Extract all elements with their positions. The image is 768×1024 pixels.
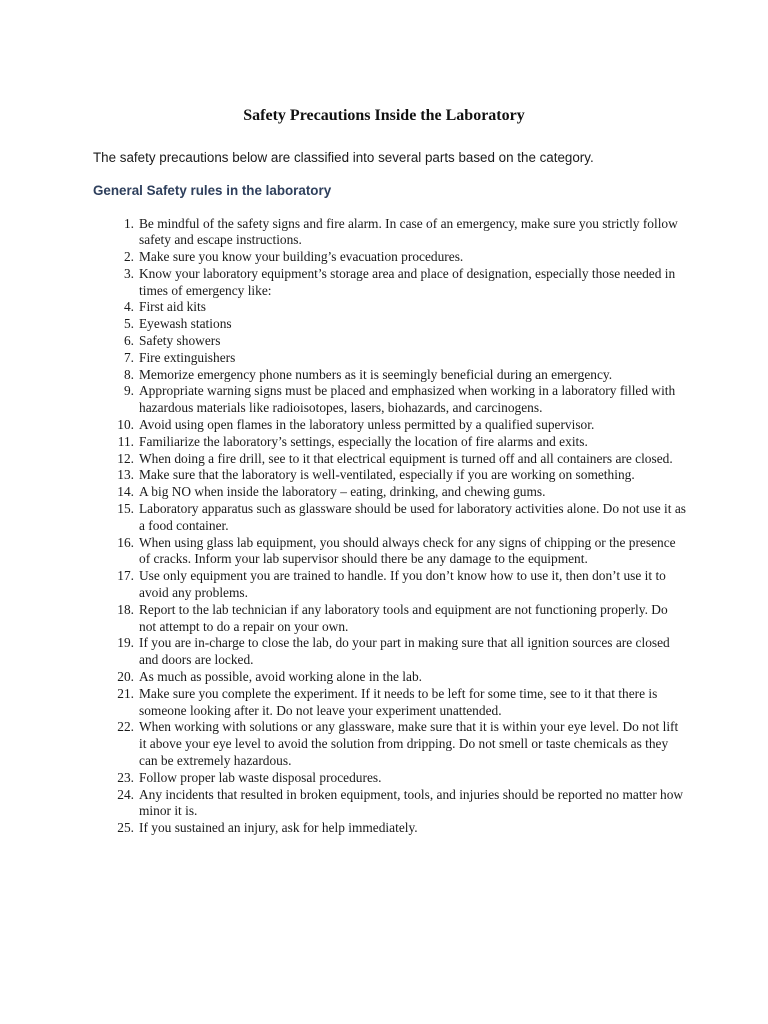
list-item xyxy=(108,249,688,266)
list-item-number: 18. xyxy=(117,601,134,617)
list-item xyxy=(108,484,688,501)
list-item-text: Make sure you complete the experiment. If it needs to be left for some time, see to it that there is someone looking after it. Do not leave your experiment unattended. xyxy=(139,685,658,718)
list-item-number: 2. xyxy=(123,249,134,265)
list-item-text: Use only equipment you are trained to handle. If you don’t know how to use it, then don’t use it to avoid any problems. xyxy=(139,568,666,601)
list-item xyxy=(108,501,688,535)
list-item-number: 4. xyxy=(123,299,134,315)
list-item xyxy=(108,316,688,333)
list-item-number: 3. xyxy=(123,265,134,281)
list-item-text: If you sustained an injury, ask for help immediately. xyxy=(139,820,418,836)
list-item-text: Make sure you know your building’s evacuation procedures. xyxy=(139,249,464,265)
list-item xyxy=(108,333,688,350)
list-item-number: 14. xyxy=(117,484,134,500)
list-item-number: 23. xyxy=(117,769,134,785)
list-item xyxy=(108,350,688,367)
list-item-number: 1. xyxy=(123,215,134,231)
list-item-text: Memorize emergency phone numbers as it is seemingly beneficial during an emergency. xyxy=(139,366,613,382)
list-item xyxy=(108,719,688,769)
section-heading: General Safety rules in the laboratory xyxy=(93,183,332,198)
list-item xyxy=(108,820,688,837)
list-item-number: 15. xyxy=(117,501,134,517)
list-item xyxy=(108,383,688,417)
list-item xyxy=(108,635,688,669)
list-item-text: Be mindful of the safety signs and fire alarm. In case of an emergency, make sure you strictly follow safety and escape instructions. xyxy=(139,215,678,248)
list-item xyxy=(108,434,688,451)
list-item xyxy=(108,686,688,720)
list-item xyxy=(108,451,688,468)
list-item-text: Fire extinguishers xyxy=(139,349,236,365)
list-item-number: 7. xyxy=(123,349,134,365)
list-item-number: 12. xyxy=(117,450,134,466)
list-item xyxy=(108,535,688,569)
list-item-number: 11. xyxy=(117,433,134,449)
list-item-text: Safety showers xyxy=(139,333,221,349)
list-item xyxy=(108,367,688,384)
list-item-number: 24. xyxy=(117,786,134,802)
list-item-text: Familiarize the laboratory’s settings, especially the location of fire alarms and exits. xyxy=(139,433,588,449)
page-title: Safety Precautions Inside the Laboratory xyxy=(243,107,525,124)
intro-paragraph: The safety precautions below are classified into several parts based on the category. xyxy=(93,150,594,165)
list-item-number: 25. xyxy=(117,820,134,836)
list-item xyxy=(108,669,688,686)
list-item-text: Laboratory apparatus such as glassware should be used for laboratory activities alone. Do not use it as a food container. xyxy=(139,501,686,533)
list-item xyxy=(108,417,688,434)
list-item-text: Eyewash stations xyxy=(139,316,232,332)
list-item-number: 5. xyxy=(123,316,134,332)
list-item-number: 16. xyxy=(117,534,134,550)
list-item xyxy=(108,770,688,787)
list-item-number: 22. xyxy=(117,719,134,735)
list-item-text: A big NO when inside the laboratory – eating, drinking, and chewing gums. xyxy=(139,484,546,500)
list-item-text: Know your laboratory equipment’s storage area and place of designation, especially those needed in times of emergency like: xyxy=(139,265,676,298)
list-item-text: Follow proper lab waste disposal procedures. xyxy=(139,769,382,785)
list-item-text: First aid kits xyxy=(139,299,206,315)
list-item xyxy=(108,568,688,602)
list-item-number: 10. xyxy=(117,417,134,433)
list-item-text: When doing a fire drill, see to it that electrical equipment is turned off and all containers are closed. xyxy=(139,450,673,466)
list-item-number: 13. xyxy=(117,467,134,483)
list-item xyxy=(108,467,688,484)
list-item xyxy=(108,216,688,250)
list-item xyxy=(108,602,688,636)
list-item-number: 20. xyxy=(117,669,134,685)
list-item xyxy=(108,299,688,316)
list-item-number: 19. xyxy=(117,635,134,651)
list-item-text: Any incidents that resulted in broken equipment, tools, and injuries should be reported no matter how minor it is. xyxy=(139,786,684,819)
list-item-text: Avoid using open flames in the laboratory unless permitted by a qualified supervisor. xyxy=(139,417,595,433)
list-item-text: As much as possible, avoid working alone in the lab. xyxy=(139,669,423,685)
list-item-text: When working with solutions or any glassware, make sure that it is within your eye level. Do not lift it above your eye level to avoid the solution from dripping. Do not smell or taste chemicals as they can be extremely hazardous. xyxy=(139,719,679,768)
list-item-number: 8. xyxy=(123,366,134,382)
list-item-text: Report to the lab technician if any laboratory tools and equipment are not functioning properly. Do not attempt to do a repair on your own. xyxy=(139,601,668,634)
list-item-number: 17. xyxy=(117,568,134,584)
list-item-number: 6. xyxy=(123,333,134,349)
safety-rules-list xyxy=(108,216,688,837)
list-item-text: When using glass lab equipment, you should always check for any signs of chipping or the presence of cracks. Inform your lab supervisor should there be any damage to the equipment. xyxy=(139,534,676,567)
list-item-text: Appropriate warning signs must be placed and emphasized when working in a laboratory filled with hazardous materials like radioisotopes, lasers, biohazards, and carcinogens. xyxy=(139,383,676,416)
list-item xyxy=(108,787,688,821)
list-item-text: If you are in-charge to close the lab, do your part in making sure that all ignition sources are closed and doors are locked. xyxy=(139,635,670,668)
list-item-number: 9. xyxy=(123,383,134,399)
list-item-number: 21. xyxy=(117,685,134,701)
list-item-text: Make sure that the laboratory is well-ventilated, especially if you are working on something. xyxy=(139,467,635,483)
list-item xyxy=(108,266,688,300)
